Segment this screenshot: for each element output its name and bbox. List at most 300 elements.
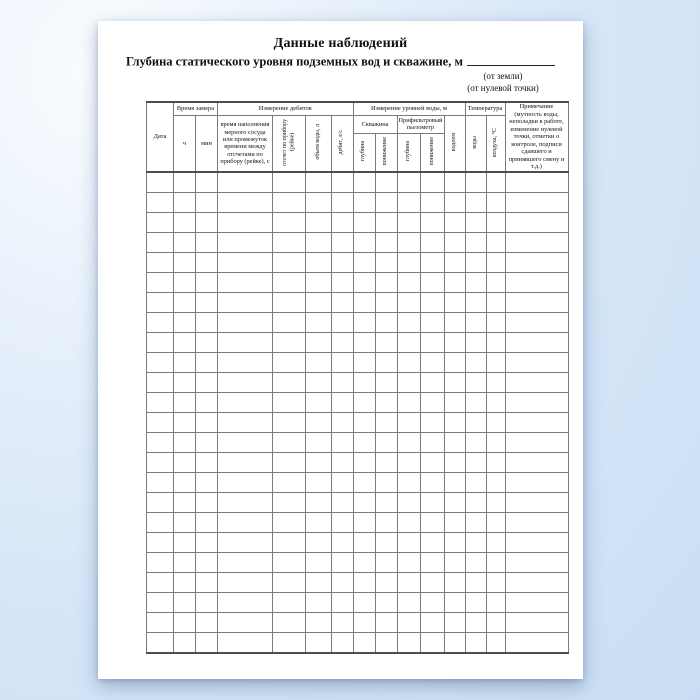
header-minutes: мин bbox=[196, 116, 218, 172]
empty-cell bbox=[174, 452, 196, 472]
empty-cell bbox=[486, 432, 505, 452]
empty-cell bbox=[397, 632, 421, 653]
empty-cell bbox=[375, 392, 397, 412]
empty-cell bbox=[196, 352, 218, 372]
empty-cell bbox=[273, 292, 306, 312]
empty-cell bbox=[375, 272, 397, 292]
empty-cell bbox=[505, 212, 568, 232]
table-row bbox=[147, 172, 569, 193]
empty-cell bbox=[306, 572, 332, 592]
empty-cell bbox=[147, 492, 174, 512]
empty-cell bbox=[174, 372, 196, 392]
empty-cell bbox=[465, 272, 486, 292]
empty-cell bbox=[465, 212, 486, 232]
well-drawdown-label: понижение bbox=[382, 136, 389, 166]
empty-cell bbox=[375, 572, 397, 592]
empty-cell bbox=[444, 352, 465, 372]
header-level-group: Измерение уровней воды, м bbox=[353, 102, 465, 116]
empty-cell bbox=[306, 512, 332, 532]
empty-cell bbox=[421, 252, 445, 272]
empty-cell bbox=[397, 232, 421, 252]
empty-cell bbox=[218, 292, 273, 312]
empty-cell bbox=[444, 552, 465, 572]
empty-cell bbox=[174, 592, 196, 612]
empty-cell bbox=[147, 412, 174, 432]
empty-cell bbox=[486, 352, 505, 372]
header-temp-air bbox=[486, 116, 505, 172]
empty-cell bbox=[397, 352, 421, 372]
empty-cell bbox=[421, 452, 445, 472]
empty-cell bbox=[218, 392, 273, 412]
empty-cell bbox=[421, 432, 445, 452]
empty-cell bbox=[331, 232, 353, 252]
empty-cell bbox=[331, 352, 353, 372]
empty-cell bbox=[465, 552, 486, 572]
empty-cell bbox=[505, 432, 568, 452]
empty-cell bbox=[397, 392, 421, 412]
empty-cell bbox=[444, 372, 465, 392]
table-row bbox=[147, 452, 569, 472]
empty-cell bbox=[421, 212, 445, 232]
empty-cell bbox=[444, 592, 465, 612]
empty-cell bbox=[331, 432, 353, 452]
observation-table bbox=[146, 101, 569, 654]
device-reading-label: отсчет по прибору (рейке) bbox=[281, 118, 295, 166]
empty-cell bbox=[397, 452, 421, 472]
empty-cell bbox=[465, 412, 486, 432]
temp-water-label: воды bbox=[471, 135, 478, 149]
empty-cell bbox=[421, 412, 445, 432]
empty-cell bbox=[353, 212, 375, 232]
empty-cell bbox=[147, 312, 174, 332]
empty-cell bbox=[486, 452, 505, 472]
header-piezo-group: Прифильтровый пьезометр bbox=[398, 117, 443, 132]
header-fill-time: время наполнения мерного сосуда или промежуток времени между отсчетами по прибору (рейке), с bbox=[218, 116, 273, 172]
empty-cell bbox=[174, 292, 196, 312]
empty-cell bbox=[306, 352, 332, 372]
empty-cell bbox=[147, 392, 174, 412]
empty-cell bbox=[147, 212, 174, 232]
empty-cell bbox=[174, 632, 196, 653]
empty-cell bbox=[444, 252, 465, 272]
empty-cell bbox=[306, 332, 332, 352]
empty-cell bbox=[444, 172, 465, 193]
empty-cell bbox=[196, 392, 218, 412]
empty-cell bbox=[486, 572, 505, 592]
empty-cell bbox=[218, 232, 273, 252]
header-well-drawdown bbox=[375, 133, 397, 172]
empty-cell bbox=[444, 512, 465, 532]
empty-cell bbox=[218, 532, 273, 552]
empty-cell bbox=[486, 412, 505, 432]
empty-cell bbox=[147, 532, 174, 552]
empty-cell bbox=[353, 252, 375, 272]
empty-cell bbox=[375, 472, 397, 492]
empty-cell bbox=[353, 532, 375, 552]
empty-cell bbox=[174, 432, 196, 452]
empty-cell bbox=[486, 272, 505, 292]
empty-cell bbox=[397, 312, 421, 332]
empty-cell bbox=[147, 572, 174, 592]
empty-cell bbox=[375, 252, 397, 272]
empty-cell bbox=[218, 592, 273, 612]
empty-cell bbox=[196, 612, 218, 632]
empty-cell bbox=[421, 392, 445, 412]
empty-cell bbox=[505, 452, 568, 472]
empty-cell bbox=[465, 192, 486, 212]
table-row bbox=[147, 632, 569, 653]
empty-cell bbox=[353, 632, 375, 653]
debit-rate-label: дебит, л/с bbox=[338, 130, 345, 155]
water-volume-label: объем воды, л bbox=[314, 124, 321, 161]
empty-cell bbox=[375, 172, 397, 193]
empty-cell bbox=[486, 512, 505, 532]
note-from-zero-point: (от нулевой точки) bbox=[467, 83, 539, 93]
empty-cell bbox=[353, 572, 375, 592]
empty-cell bbox=[505, 392, 568, 412]
empty-cell bbox=[465, 252, 486, 272]
empty-cell bbox=[306, 172, 332, 193]
empty-cell bbox=[444, 572, 465, 592]
empty-cell bbox=[218, 552, 273, 572]
empty-cell bbox=[174, 332, 196, 352]
empty-cell bbox=[397, 612, 421, 632]
empty-cell bbox=[421, 192, 445, 212]
empty-cell bbox=[306, 552, 332, 572]
empty-cell bbox=[218, 332, 273, 352]
empty-cell bbox=[353, 172, 375, 193]
empty-cell bbox=[486, 632, 505, 653]
empty-cell bbox=[331, 572, 353, 592]
empty-cell bbox=[505, 172, 568, 193]
empty-cell bbox=[353, 292, 375, 312]
empty-cell bbox=[147, 432, 174, 452]
empty-cell bbox=[218, 412, 273, 432]
empty-cell bbox=[353, 272, 375, 292]
empty-cell bbox=[196, 272, 218, 292]
empty-cell bbox=[306, 412, 332, 432]
empty-cell bbox=[273, 372, 306, 392]
empty-cell bbox=[196, 512, 218, 532]
empty-cell bbox=[444, 632, 465, 653]
header-well-depth bbox=[353, 133, 375, 172]
empty-cell bbox=[444, 192, 465, 212]
empty-cell bbox=[331, 272, 353, 292]
table-row bbox=[147, 292, 569, 312]
empty-cell bbox=[486, 312, 505, 332]
empty-cell bbox=[306, 212, 332, 232]
empty-cell bbox=[306, 472, 332, 492]
table-row bbox=[147, 352, 569, 372]
empty-cell bbox=[375, 192, 397, 212]
empty-cell bbox=[306, 452, 332, 472]
empty-cell bbox=[486, 292, 505, 312]
empty-cell bbox=[353, 332, 375, 352]
table-row bbox=[147, 432, 569, 452]
empty-cell bbox=[421, 472, 445, 492]
empty-cell bbox=[273, 512, 306, 532]
empty-cell bbox=[421, 292, 445, 312]
empty-cell bbox=[273, 532, 306, 552]
empty-cell bbox=[465, 352, 486, 372]
empty-cell bbox=[444, 232, 465, 252]
empty-cell bbox=[273, 332, 306, 352]
empty-cell bbox=[273, 592, 306, 612]
empty-cell bbox=[397, 532, 421, 552]
empty-cell bbox=[331, 592, 353, 612]
empty-cell bbox=[397, 292, 421, 312]
empty-cell bbox=[505, 252, 568, 272]
empty-cell bbox=[196, 572, 218, 592]
header-device-reading bbox=[273, 116, 306, 172]
empty-cell bbox=[375, 212, 397, 232]
empty-cell bbox=[465, 232, 486, 252]
empty-cell bbox=[331, 312, 353, 332]
empty-cell bbox=[421, 612, 445, 632]
empty-cell bbox=[273, 392, 306, 412]
empty-cell bbox=[306, 592, 332, 612]
empty-cell bbox=[331, 372, 353, 392]
empty-cell bbox=[147, 612, 174, 632]
empty-cell bbox=[174, 192, 196, 212]
empty-cell bbox=[273, 452, 306, 472]
empty-cell bbox=[375, 552, 397, 572]
piezo-drawdown-label: понижение bbox=[428, 136, 435, 166]
empty-cell bbox=[218, 312, 273, 332]
page-subtitle bbox=[98, 54, 583, 70]
empty-cell bbox=[505, 312, 568, 332]
header-note: Примечание (мутность воды, неполадки в работе, изменение нулевой точки, отметки о контроле, подписи сдавшего и принявшего смену и т.д.) bbox=[505, 102, 568, 172]
empty-cell bbox=[218, 572, 273, 592]
empty-cell bbox=[273, 212, 306, 232]
empty-cell bbox=[196, 492, 218, 512]
empty-cell bbox=[273, 612, 306, 632]
empty-cell bbox=[306, 272, 332, 292]
empty-cell bbox=[505, 332, 568, 352]
empty-cell bbox=[444, 452, 465, 472]
empty-cell bbox=[486, 612, 505, 632]
empty-cell bbox=[486, 192, 505, 212]
note-from-ground: (от земли) bbox=[483, 71, 523, 81]
table-row bbox=[147, 572, 569, 592]
empty-cell bbox=[331, 332, 353, 352]
reservoir-label: водоем bbox=[450, 133, 457, 152]
empty-cell bbox=[331, 252, 353, 272]
empty-cell bbox=[306, 292, 332, 312]
empty-cell bbox=[273, 192, 306, 212]
empty-cell bbox=[375, 352, 397, 372]
empty-cell bbox=[196, 472, 218, 492]
empty-cell bbox=[505, 412, 568, 432]
empty-cell bbox=[375, 632, 397, 653]
empty-cell bbox=[218, 432, 273, 452]
empty-cell bbox=[505, 532, 568, 552]
empty-cell bbox=[465, 492, 486, 512]
empty-cell bbox=[505, 192, 568, 212]
table-row bbox=[147, 332, 569, 352]
empty-cell bbox=[486, 552, 505, 572]
empty-cell bbox=[174, 212, 196, 232]
empty-cell bbox=[465, 332, 486, 352]
empty-cell bbox=[196, 372, 218, 392]
empty-cell bbox=[465, 592, 486, 612]
empty-cell bbox=[421, 352, 445, 372]
empty-cell bbox=[147, 472, 174, 492]
empty-cell bbox=[465, 372, 486, 392]
empty-cell bbox=[375, 292, 397, 312]
empty-cell bbox=[444, 392, 465, 412]
empty-cell bbox=[397, 212, 421, 232]
empty-cell bbox=[353, 312, 375, 332]
empty-cell bbox=[421, 572, 445, 592]
table-row bbox=[147, 472, 569, 492]
empty-cell bbox=[375, 452, 397, 472]
table-row bbox=[147, 552, 569, 572]
empty-cell bbox=[486, 472, 505, 492]
empty-cell bbox=[465, 392, 486, 412]
empty-cell bbox=[174, 612, 196, 632]
empty-cell bbox=[444, 412, 465, 432]
empty-cell bbox=[444, 212, 465, 232]
table-row bbox=[147, 532, 569, 552]
header-temp-water bbox=[465, 116, 486, 172]
empty-cell bbox=[174, 272, 196, 292]
empty-cell bbox=[273, 472, 306, 492]
header-well-group: Скважина bbox=[353, 116, 397, 134]
empty-cell bbox=[306, 192, 332, 212]
empty-cell bbox=[465, 292, 486, 312]
header-date: Дата bbox=[147, 102, 174, 172]
empty-cell bbox=[421, 332, 445, 352]
empty-cell bbox=[147, 292, 174, 312]
empty-cell bbox=[465, 572, 486, 592]
empty-cell bbox=[218, 452, 273, 472]
empty-cell bbox=[218, 512, 273, 532]
empty-cell bbox=[306, 432, 332, 452]
empty-cell bbox=[331, 472, 353, 492]
empty-cell bbox=[397, 592, 421, 612]
table-row bbox=[147, 312, 569, 332]
empty-cell bbox=[486, 212, 505, 232]
empty-cell bbox=[397, 472, 421, 492]
empty-cell bbox=[273, 272, 306, 292]
empty-cell bbox=[331, 212, 353, 232]
empty-cell bbox=[486, 372, 505, 392]
empty-cell bbox=[397, 572, 421, 592]
empty-cell bbox=[331, 632, 353, 653]
subtitle-text: Глубина статического уровня подземных вод и скважине, м bbox=[126, 54, 463, 69]
table-row bbox=[147, 252, 569, 272]
empty-cell bbox=[196, 332, 218, 352]
page-title: Данные наблюдений bbox=[273, 36, 408, 51]
empty-cell bbox=[375, 612, 397, 632]
empty-cell bbox=[196, 592, 218, 612]
empty-cell bbox=[273, 172, 306, 193]
empty-cell bbox=[465, 612, 486, 632]
header-temp-group: Температура bbox=[465, 102, 505, 116]
empty-cell bbox=[306, 372, 332, 392]
piezo-depth-label: глубина bbox=[405, 141, 411, 162]
empty-cell bbox=[174, 532, 196, 552]
empty-cell bbox=[486, 492, 505, 512]
header-piezo-drawdown bbox=[421, 133, 445, 172]
table-row bbox=[147, 412, 569, 432]
empty-cell bbox=[444, 492, 465, 512]
table-row bbox=[147, 512, 569, 532]
empty-cell bbox=[147, 252, 174, 272]
empty-cell bbox=[397, 552, 421, 572]
empty-cell bbox=[353, 392, 375, 412]
empty-cell bbox=[486, 232, 505, 252]
empty-cell bbox=[465, 312, 486, 332]
empty-cell bbox=[375, 512, 397, 532]
empty-cell bbox=[465, 432, 486, 452]
empty-cell bbox=[174, 552, 196, 572]
empty-cell bbox=[196, 552, 218, 572]
empty-cell bbox=[375, 492, 397, 512]
empty-cell bbox=[505, 492, 568, 512]
empty-cell bbox=[375, 412, 397, 432]
empty-cell bbox=[196, 412, 218, 432]
empty-cell bbox=[505, 372, 568, 392]
empty-cell bbox=[375, 232, 397, 252]
empty-cell bbox=[397, 192, 421, 212]
empty-cell bbox=[375, 592, 397, 612]
empty-cell bbox=[331, 512, 353, 532]
empty-cell bbox=[331, 612, 353, 632]
empty-cell bbox=[375, 332, 397, 352]
empty-cell bbox=[306, 392, 332, 412]
empty-cell bbox=[486, 392, 505, 412]
empty-cell bbox=[465, 632, 486, 653]
empty-cell bbox=[331, 452, 353, 472]
empty-cell bbox=[218, 252, 273, 272]
empty-cell bbox=[196, 292, 218, 312]
empty-cell bbox=[331, 172, 353, 193]
empty-cell bbox=[147, 232, 174, 252]
well-depth-label: глубина bbox=[360, 141, 367, 162]
empty-cell bbox=[505, 352, 568, 372]
empty-cell bbox=[147, 552, 174, 572]
empty-cell bbox=[353, 372, 375, 392]
empty-cell bbox=[397, 512, 421, 532]
empty-cell bbox=[353, 552, 375, 572]
empty-cell bbox=[331, 392, 353, 412]
empty-cell bbox=[353, 192, 375, 212]
empty-cell bbox=[375, 372, 397, 392]
empty-cell bbox=[421, 532, 445, 552]
empty-cell bbox=[353, 612, 375, 632]
header-water-volume bbox=[306, 116, 332, 172]
empty-cell bbox=[353, 452, 375, 472]
empty-cell bbox=[397, 492, 421, 512]
empty-cell bbox=[353, 472, 375, 492]
empty-cell bbox=[174, 172, 196, 193]
empty-cell bbox=[486, 172, 505, 193]
empty-cell bbox=[218, 632, 273, 653]
empty-cell bbox=[397, 412, 421, 432]
empty-cell bbox=[174, 512, 196, 532]
empty-cell bbox=[353, 492, 375, 512]
empty-cell bbox=[465, 512, 486, 532]
empty-cell bbox=[174, 412, 196, 432]
empty-cell bbox=[273, 552, 306, 572]
empty-cell bbox=[444, 612, 465, 632]
empty-cell bbox=[306, 632, 332, 653]
empty-cell bbox=[147, 592, 174, 612]
fill-line-notes bbox=[438, 70, 568, 94]
temp-air-label: воздуха, °С bbox=[491, 127, 498, 157]
